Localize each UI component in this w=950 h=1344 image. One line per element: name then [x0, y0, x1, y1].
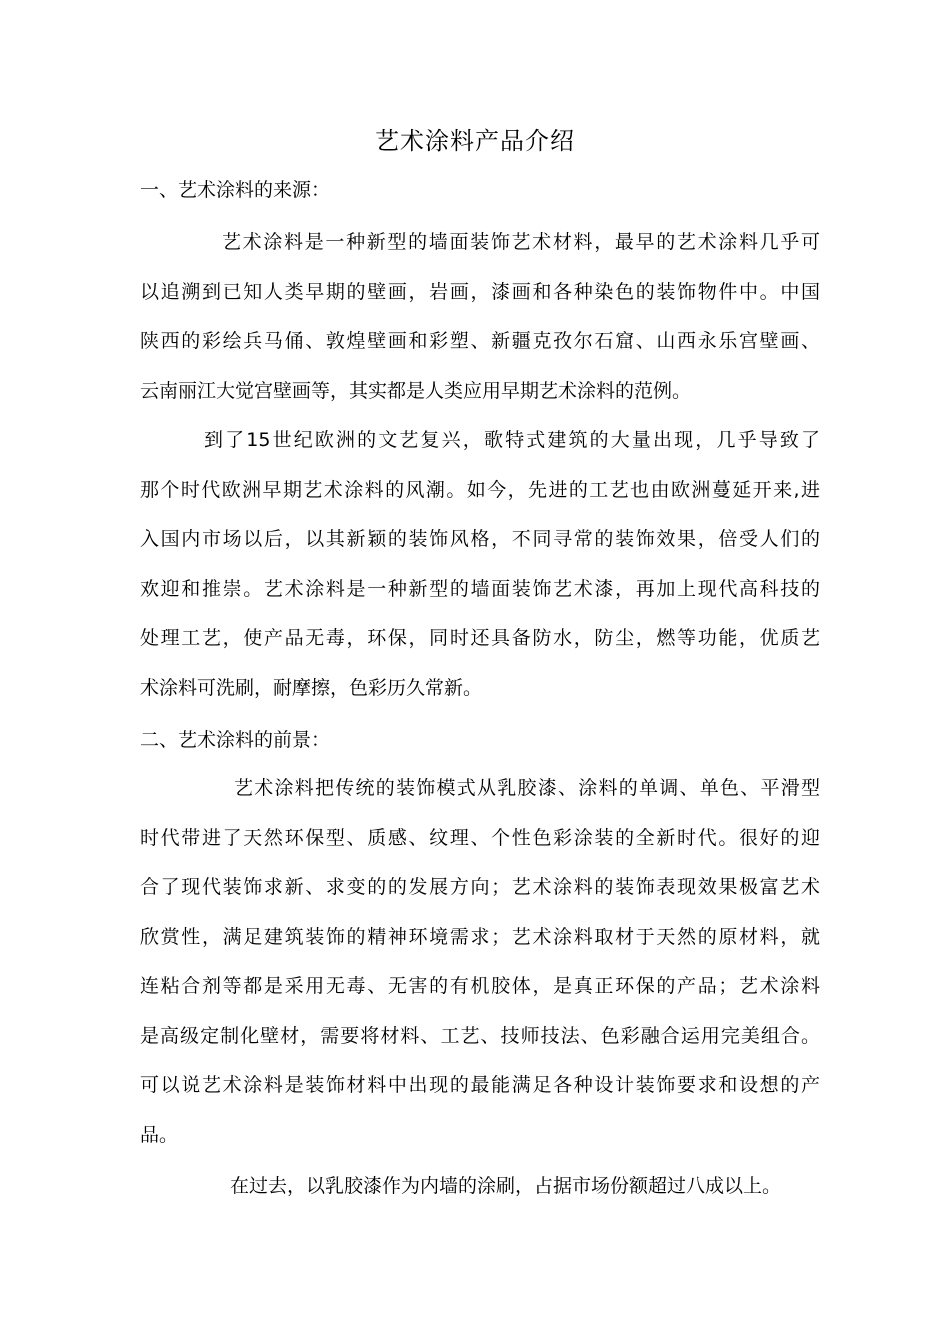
- paragraph-line: 陕西的彩绘兵马俑、敦煌壁画和彩塑、新疆克孜尔石窟、山西永乐宫壁画、: [140, 330, 820, 352]
- paragraph-line: 时代带进了天然环保型、质感、纹理、个性色彩涂装的全新时代。很好的迎: [140, 826, 820, 849]
- paragraph-line: 处理工艺，使产品无毒，环保，同时还具备防水，防尘，燃等功能，优质艺: [140, 627, 820, 649]
- paragraph-prospect-1: [140, 764, 820, 1160]
- paragraph-line: 在过去，以乳胶漆作为内墙的涂刷，占据市场份额超过八成以上。: [230, 1175, 782, 1197]
- paragraph-line: 欢迎和推崇。艺术涂料是一种新型的墙面装饰艺术漆，再加上现代高科技的: [140, 577, 820, 600]
- paragraph-line: 那个时代欧洲早期艺术涂料的风潮。如今，先进的工艺也由欧洲蔓延开来,进: [140, 478, 820, 501]
- paragraph-line: 品。: [140, 1123, 179, 1146]
- paragraph-line: 云南丽江大觉宫壁画等，其实都是人类应用早期艺术涂料的范例。: [140, 379, 692, 402]
- document-title: 艺术涂料产品介绍: [375, 127, 575, 155]
- paragraph-prospect-2: [140, 1162, 820, 1212]
- paragraph-line: 是高级定制化壁材，需要将材料、工艺、技师技法、色彩融合运用完美组合。: [140, 1024, 820, 1047]
- paragraph-line: 连粘合剂等都是采用无毒、无害的有机胶体，是真正环保的产品；艺术涂料: [140, 975, 820, 997]
- section-heading-origin: 一、艺术涂料的来源：: [140, 179, 331, 201]
- paragraph-line: 术涂料可洗刷，耐摩擦，色彩历久常新。: [140, 676, 483, 699]
- paragraph-line: 到了15世纪欧洲的文艺复兴，歌特式建筑的大量出现，几乎导致了: [204, 429, 820, 451]
- paragraph-line: 入国内市场以后，以其新颖的装饰风格，不同寻常的装饰效果，倍受人们的: [140, 528, 820, 550]
- paragraph-origin-1: [140, 218, 820, 416]
- paragraph-line: 艺术涂料是一种新型的墙面装饰艺术材料，最早的艺术涂料几乎可: [222, 231, 820, 253]
- section-heading-prospect: 二、艺术涂料的前景：: [140, 729, 331, 751]
- paragraph-line: 可以说艺术涂料是装饰材料中出现的最能满足各种设计装饰要求和设想的产: [140, 1074, 820, 1096]
- paragraph-line: 欣赏性，满足建筑装饰的精神环境需求；艺术涂料取材于天然的原材料，就: [140, 925, 820, 948]
- paragraph-line: 艺术涂料把传统的装饰模式从乳胶漆、涂料的单调、单色、平滑型: [234, 777, 820, 799]
- paragraph-origin-2: [140, 416, 820, 713]
- paragraph-line: 合了现代装饰求新、求变的的发展方向；艺术涂料的装饰表现效果极富艺术: [140, 876, 820, 898]
- paragraph-line: 以追溯到已知人类早期的壁画，岩画，漆画和各种染色的装饰物件中。中国: [140, 280, 820, 303]
